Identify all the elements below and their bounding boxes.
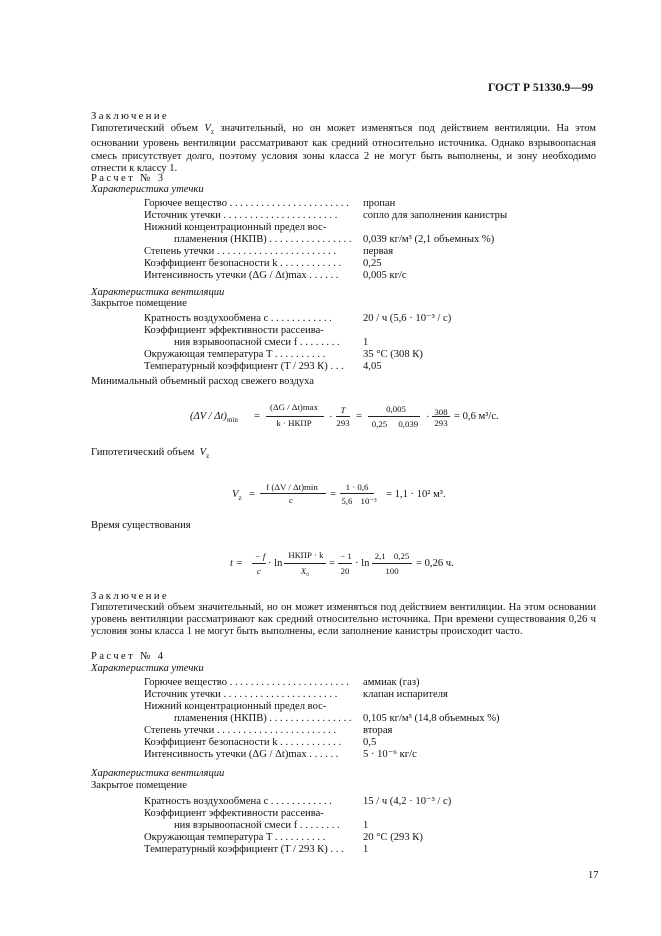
formula1-dot: · (329, 412, 333, 423)
calc4-vent-sub: Закрытое помещение (91, 780, 187, 791)
calc3-vent-label: Кратность воздухообмена c . . . . . . . . . . . . (144, 313, 332, 324)
hyp-title: Гипотетический объем $V_z$ (91, 447, 210, 461)
formula1-lhs: $(\Delta V / \Delta t)_{min}$ (190, 411, 238, 425)
formula3-ln1: · ln (268, 558, 283, 569)
calc4-row-value: 0,105 кг/м³ (14,8 объемных %) (363, 713, 500, 724)
calc4-row-label: Степень утечки . . . . . . . . . . . . . . . . . . . . . . . (144, 725, 337, 736)
calc3-leak-title: Характеристика утечки (91, 184, 204, 195)
calc4-row-label: Коэффициент безопасности k . . . . . . . . . . . . (144, 737, 342, 748)
formula2-eq2: = (330, 489, 336, 500)
calc4-vent-label: Кратность воздухообмена c . . . . . . . . . . . . (144, 796, 332, 807)
formula1-num2: T (340, 405, 346, 415)
calc4-vent-label: Коэффициент эффективности рассеива- (144, 808, 324, 819)
formula2-num1: f (ΔV / Δt)min (266, 482, 318, 492)
calc3-vent-label: ния взрывоопасной смеси f . . . . . . . . (174, 337, 340, 348)
calc3-row-label: Источник утечки . . . . . . . . . . . . . . . . . . . . . . (144, 210, 338, 221)
calc3-vent-label: Окружающая температура T . . . . . . . . . . (144, 349, 326, 360)
min-flow-title: Минимальный объемный расход свежего воздуха (91, 376, 314, 387)
formula1-den1: k · НКПР (276, 418, 312, 428)
conclusion-paragraph (91, 123, 596, 175)
calc4-vent-label: Окружающая температура T . . . . . . . . . . (144, 832, 326, 843)
formula3-result: = 0,26 ч. (416, 558, 454, 569)
calc4-vent-label: Температурный коэффициент (T / 293 К) . . . (144, 844, 344, 855)
formula3-num1: − f (254, 551, 266, 561)
calc3-row-value: первая (363, 246, 394, 257)
formula2-num2: 1 · 0,6 (345, 482, 369, 492)
calc4-row-label: пламенения (НКПВ) . . . . . . . . . . . . . . . . (174, 713, 352, 724)
calc3-vent-value: 35 °С (308 К) (363, 349, 423, 360)
conclusion-var: V (204, 123, 211, 134)
calc4-vent-value: 1 (363, 844, 369, 855)
calc4-row-label: Источник утечки . . . . . . . . . . . . . . . . . . . . . . (144, 689, 338, 700)
calc3-vent-sub: Закрытое помещение (91, 298, 187, 309)
formula2-result: = 1,1 · 10² м³. (386, 489, 446, 500)
conclusion-sub: z (210, 128, 214, 137)
formula3-num2: НКПР · k (288, 550, 324, 560)
calc3-row-label: Интенсивность утечки (ΔG / Δt)max . . . . . . (144, 270, 339, 281)
formula2-den2: 5,6 10⁻³ (341, 496, 377, 506)
page-number: 17 (588, 870, 599, 881)
conclusion2-paragraph: Гипотетический объем значительный, но он может изменяться под действием вентиляции. На этом основании уровень вентиляции рассматривают как средний относительно источника. При времени существования 0,26 ч условия зоны класса 1 не могут быть выполнены, если заполнение канистры происходит часто. (91, 602, 596, 638)
formula1-num1: (ΔG / Δt)max (270, 402, 318, 412)
calc3-row-value: пропан (363, 198, 396, 209)
formula1-den2: 293 (336, 418, 350, 428)
calc3-row-value: 0,039 кг/м³ (2,1 объемных %) (363, 234, 495, 245)
calc4-row-value: 5 · 10⁻⁶ кг/с (363, 749, 417, 760)
calc4-vent-value: 1 (363, 820, 369, 831)
calc4-row-label: Интенсивность утечки (ΔG / Δt)max . . . . . . (144, 749, 339, 760)
formula1-den4: 293 (434, 418, 448, 428)
formula2-den1: c (289, 495, 293, 505)
formula3-den1: c (257, 566, 261, 576)
formula1-eq2: = (356, 411, 362, 422)
exist-title: Время существования (91, 520, 191, 531)
calc3-row-label: Нижний концентрационный предел вос- (144, 222, 327, 233)
formula3-eq: = (329, 558, 335, 569)
calc3-title: Расчет № 3 (91, 173, 166, 184)
formula3-den2: X₀ (300, 566, 310, 576)
formula2-eq: = (249, 489, 255, 500)
calc3-row-value: 0,005 кг/с (363, 270, 407, 281)
calc3-vent-label: Коэффициент эффективности рассеива- (144, 325, 324, 336)
document-id: ГОСТ Р 51330.9—99 (488, 82, 594, 94)
calc3-row-value: сопло для заполнения канистры (363, 210, 508, 221)
formula1-num4: 308 (434, 407, 448, 417)
formula3-den4: 100 (385, 566, 399, 576)
formula1-dot2: · (426, 412, 430, 423)
calc3-vent-title: Характеристика вентиляции (91, 287, 225, 298)
calc4-row-value: 0,5 (363, 737, 377, 748)
calc4-vent-title: Характеристика вентиляции (91, 768, 225, 779)
calc4-vent-value: 15 / ч (4,2 · 10⁻³ / с) (363, 796, 452, 807)
calc3-vent-value: 20 / ч (5,6 · 10⁻³ / с) (363, 313, 452, 324)
formula3-den3: 20 (340, 566, 350, 576)
calc4-row-value: аммиак (газ) (363, 677, 420, 688)
formula3-num3: − 1 (340, 551, 352, 561)
formula1-eq: = (254, 411, 260, 422)
calc4-vent-label: ния взрывоопасной смеси f . . . . . . . . (174, 820, 340, 831)
calc3-row-value: 0,25 (363, 258, 382, 269)
calc3-row-label: Коэффициент безопасности k . . . . . . . . . . . . (144, 258, 342, 269)
calc3-vent-value: 4,05 (363, 361, 382, 372)
calc3-vent-label: Температурный коэффициент (T / 293 К) . . . (144, 361, 344, 372)
formula3-lhs: t = (230, 558, 243, 569)
calc4-row-value: клапан испарителя (363, 689, 448, 700)
calc4-row-value: вторая (363, 725, 393, 736)
calc3-vent-value: 1 (363, 337, 369, 348)
formula3-num4: 2,1 0,25 (374, 551, 410, 561)
conclusion-text-b: значительный, но он может изменяться под действием вентиляции. На этом основании уровень вентиляции рассматривают как средний относительно источника. Однако взрывоопасная смесь присутствует долго, поэтому условия зоны класса 2 не могут быть выполнены, и зону необходимо отнести к классу 1. (91, 123, 596, 174)
calc4-vent-value: 20 °С (293 К) (363, 832, 423, 843)
calc4-title: Расчет № 4 (91, 651, 166, 662)
formula1-result: = 0,6 м³/с. (454, 411, 499, 422)
calc3-row-label: Горючее вещество . . . . . . . . . . . . . . . . . . . . . . . (144, 198, 349, 209)
formula2-lhs: $V_z$ (232, 489, 242, 503)
formula3-ln2: · ln (355, 558, 370, 569)
formula1-den3: 0,25 0,039 (371, 419, 419, 429)
calc3-row-label: Степень утечки . . . . . . . . . . . . . . . . . . . . . . . (144, 246, 337, 257)
formula1-num3: 0,005 (386, 404, 406, 414)
calc4-row-label: Нижний концентрационный предел вос- (144, 701, 327, 712)
calc4-leak-title: Характеристика утечки (91, 663, 204, 674)
conclusion-title: Заключение (91, 111, 170, 122)
conclusion2-title: Заключение (91, 591, 170, 602)
calc4-row-label: Горючее вещество . . . . . . . . . . . . . . . . . . . . . . . (144, 677, 349, 688)
conclusion-text-a: Гипотетический объем (91, 123, 198, 134)
calc3-row-label: пламенения (НКПВ) . . . . . . . . . . . . . . . . (174, 234, 352, 245)
